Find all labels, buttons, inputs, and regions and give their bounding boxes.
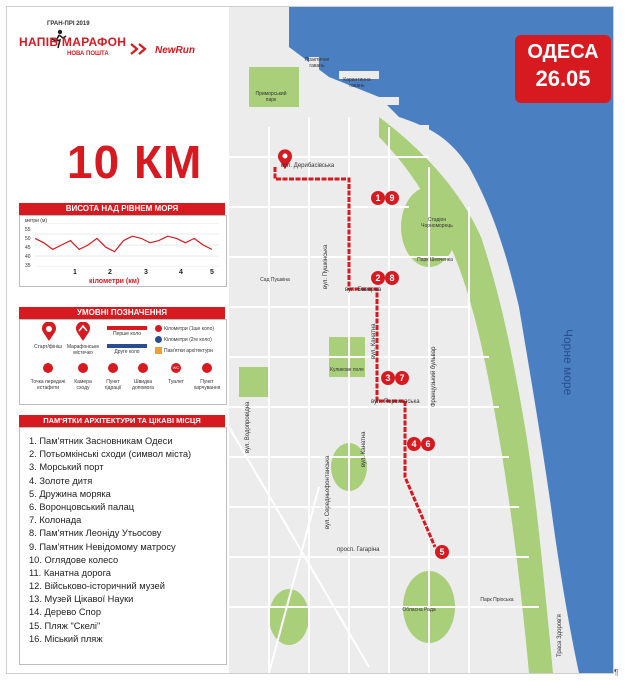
street-label: вул. Дерибасівська <box>281 163 335 169</box>
place-label: Парк Пріоська <box>480 597 514 603</box>
distance-heading: 10 КМ <box>67 136 203 188</box>
wc-icon: WC <box>171 363 181 373</box>
street-label: Французький бульвар <box>431 346 437 407</box>
ambulance-icon <box>138 363 148 373</box>
place-label: Стадіон Чорноморець <box>421 217 453 229</box>
elevation-x-tick: 2 <box>108 269 112 276</box>
km-marker: 1 <box>371 191 385 205</box>
info-panel <box>7 7 229 673</box>
list-item: 10. Оглядове колесо <box>29 554 119 565</box>
km-marker: 3 <box>381 371 395 385</box>
list-item: 3. Морський порт <box>29 462 104 473</box>
legend-lap1-label: Перше коло <box>112 331 141 337</box>
architecture-icon <box>155 347 162 354</box>
camera-icon <box>78 363 88 373</box>
elevation-y-tick: 35 <box>25 263 31 269</box>
place-label: Приморський парк <box>255 91 287 103</box>
relay-icon <box>43 363 53 373</box>
street-label: просп. Гагаріна <box>337 547 380 553</box>
place-label: Обласна Рада <box>402 607 436 613</box>
list-item: 7. Колонада <box>29 515 82 526</box>
km2-icon <box>155 336 162 343</box>
street-label: вул. Перекопська <box>371 399 420 405</box>
legend-wc-label: Туалет <box>168 379 184 385</box>
city-map[interactable] <box>229 7 613 673</box>
start-finish-icon <box>39 322 59 342</box>
pilcrow-mark: ¶ <box>614 668 619 677</box>
street-label: вул. Канатна <box>361 431 367 467</box>
badge-date: 26.05 <box>535 66 591 91</box>
legend-km1-label: Кілометри (1ше коло) <box>164 326 215 332</box>
list-item: 11. Канатна дорога <box>29 567 111 578</box>
list-item: 2. Потьомкінські сходи (символ міста) <box>29 449 192 460</box>
legend-camera-label: Камера сходу <box>74 379 92 391</box>
list-item: 6. Воронцовський палац <box>29 501 135 512</box>
legend-start-label: Старт/фініш <box>33 344 63 350</box>
elevation-series-line <box>35 236 212 251</box>
km-marker: 9 <box>385 191 399 205</box>
km-marker: 4 <box>407 437 421 451</box>
legend-km2-label: Кілометри (2ге коло) <box>164 337 212 343</box>
elevation-x-tick: 5 <box>210 269 214 276</box>
street-label: вул. Канатна <box>371 323 377 359</box>
elevation-x-tick: 3 <box>144 269 148 276</box>
sea-label: Чорне море <box>561 329 575 396</box>
street-label: вул. Пушкінська <box>323 244 329 289</box>
list-item: 16. Міський пляж <box>29 633 103 644</box>
list-item: 9. Пам'ятник Невідомому матросу <box>29 541 176 552</box>
list-item: 5. Дружина моряка <box>29 488 111 499</box>
legend-lap2-label: Друге коло <box>114 349 140 355</box>
badge-city: ОДЕСА <box>527 41 599 63</box>
km1-icon <box>155 325 162 332</box>
legend-food-label: Пункт харчування <box>193 379 221 391</box>
elevation-y-tick: 40 <box>25 254 31 260</box>
street-label: вул. Середньофонтанська <box>325 455 331 529</box>
list-item: 8. Пам'ятник Леоніду Утьосову <box>29 528 162 539</box>
list-item: 15. Пляж "Скелі" <box>29 620 101 631</box>
elevation-y-unit: метри (м) <box>25 218 48 224</box>
legend-aid-label: Швидка допомога <box>132 379 154 391</box>
place-label: Парк Шевченка <box>417 257 453 263</box>
list-item: 4. Золоте дитя <box>29 475 93 486</box>
list-item: 14. Дерево Спор <box>29 607 101 618</box>
km-marker: 2 <box>371 271 385 285</box>
marathon-town-icon <box>73 322 93 342</box>
place-label: Сад Пушкіна <box>260 277 290 283</box>
food-icon <box>202 363 212 373</box>
legend-town-label: Марафонське містечко <box>66 344 100 356</box>
legend-water-label: Пункт гідрації <box>104 379 122 391</box>
poster <box>6 6 614 674</box>
street-label: Траса Здоров'я <box>557 614 563 657</box>
logo-main-text: НАПІВ МАРАФОН <box>19 35 127 49</box>
km-marker: 8 <box>385 271 399 285</box>
place-label: Карантинна гавань <box>343 77 371 89</box>
km-marker: 7 <box>395 371 409 385</box>
elevation-chart <box>35 223 219 267</box>
km-marker: 5 <box>435 545 449 559</box>
elevation-title: ВИСОТА НАД РІВНЕМ МОРЯ <box>19 203 225 215</box>
place-label: Практичне гавань <box>304 57 330 69</box>
legend-arch-label: Пам'ятки архітектури <box>164 348 213 354</box>
newrun-logo: NewRun <box>155 45 195 56</box>
street-label: вул. Водопровідна <box>245 401 251 453</box>
water-icon <box>108 363 118 373</box>
lap1-line <box>107 326 147 330</box>
elevation-x-label: кілометри (км) <box>89 278 140 285</box>
city-date-badge <box>515 35 611 103</box>
chevrons-icon <box>129 43 153 55</box>
lap2-line <box>107 344 147 348</box>
elevation-x-tick: 4 <box>179 269 183 276</box>
list-item: 13. Музей Цікавої Науки <box>29 594 134 605</box>
elevation-x-tick: 1 <box>73 269 77 276</box>
elevation-y-tick: 55 <box>25 227 31 233</box>
list-item: 1. Пам'ятник Засновникам Одеси <box>29 436 173 446</box>
km-marker: 6 <box>421 437 435 451</box>
event-title: ГРАН-ПРІ 2019 <box>47 21 90 27</box>
elevation-y-tick: 45 <box>25 245 31 251</box>
logo-sub-text: НОВА ПОШТА <box>67 51 109 57</box>
legend-title: УМОВНІ ПОЗНАЧЕННЯ <box>19 307 225 319</box>
elevation-y-tick: 50 <box>25 236 31 242</box>
list-item: 12. Військово-історичний музей <box>29 581 165 592</box>
legend-relay-label: Точка передачі естафети <box>30 379 66 391</box>
landmarks-title: ПАМ'ЯТКИ АРХІТЕКТУРИ ТА ЦІКАВІ МІСЦЯ <box>19 415 225 427</box>
place-label: Куликове поле <box>330 367 364 373</box>
landmarks-list <box>29 435 229 646</box>
street-label: вул. Базарна <box>345 287 382 293</box>
